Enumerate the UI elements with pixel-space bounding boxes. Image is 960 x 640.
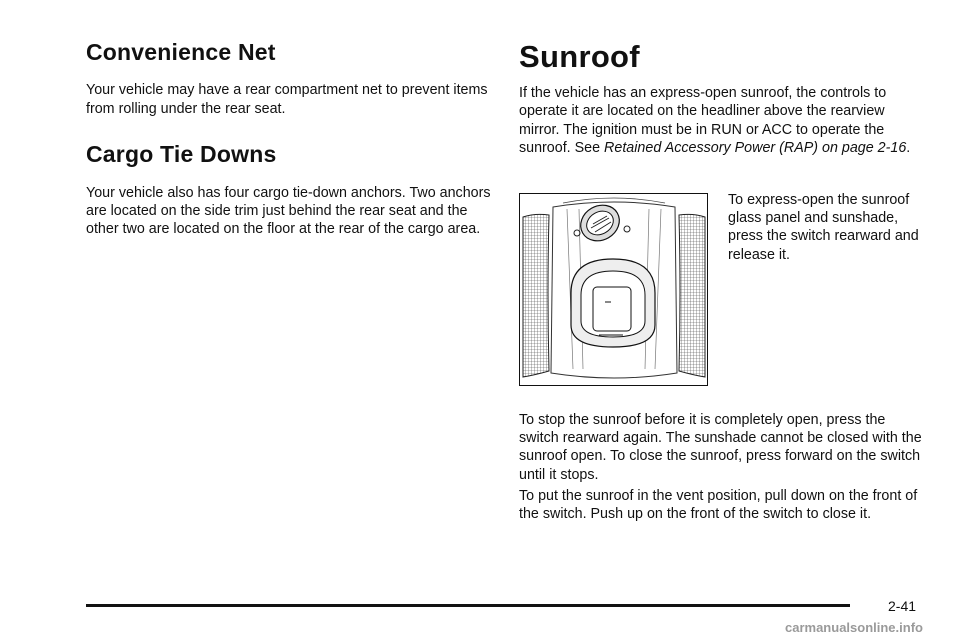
stop-sunroof-paragraph: To stop the sunroof before it is completely open, press the switch rearward again. The sunshade cannot be closed with the sunroof open. To close the sunroof, press forward on the switch until it stops. (519, 412, 922, 483)
sunroof-heading: Sunroof (519, 39, 640, 74)
overhead-lamp-icon (571, 259, 655, 347)
right-speaker-grille (679, 214, 705, 377)
footer-divider (86, 604, 850, 607)
express-open-caption: To express-open the sunroof glass panel and sunshade, press the switch rearward and release it. (728, 192, 919, 263)
page-number: 2-41 (888, 598, 917, 614)
convenience-net-heading: Convenience Net (86, 39, 276, 65)
watermark: carmanualsonline.info (785, 620, 923, 635)
sunroof-intro-end: . (906, 139, 911, 156)
convenience-net-body: Your vehicle may have a rear compartment net to prevent items from rolling under the rear seat. (86, 82, 488, 117)
cargo-tie-downs-body: Your vehicle also has four cargo tie-down anchors. Two anchors are located on the side trim just behind the rear seat and the other two are located on the floor at the rear of the cargo area. (86, 185, 491, 238)
left-speaker-grille (523, 214, 549, 377)
headliner-console-drawing (519, 193, 709, 386)
right-column (519, 40, 929, 157)
rap-reference-link: Retained Accessory Power (RAP) on page 2-16 (604, 139, 907, 156)
left-column (86, 40, 496, 239)
sunroof-intro-text: If the vehicle has an express-open sunroof, the controls to operate it are located on the headliner above the rearview mirror. The ignition must be in RUN or ACC to operate the sunroof. See (519, 85, 887, 156)
vent-position-paragraph: To put the sunroof in the vent position, pull down on the front of the switch. Push up on the front of the switch to close it. (519, 488, 918, 523)
cargo-tie-downs-heading: Cargo Tie Downs (86, 140, 277, 167)
sunroof-switch-illustration (519, 193, 709, 386)
sunroof-intro (519, 84, 929, 157)
